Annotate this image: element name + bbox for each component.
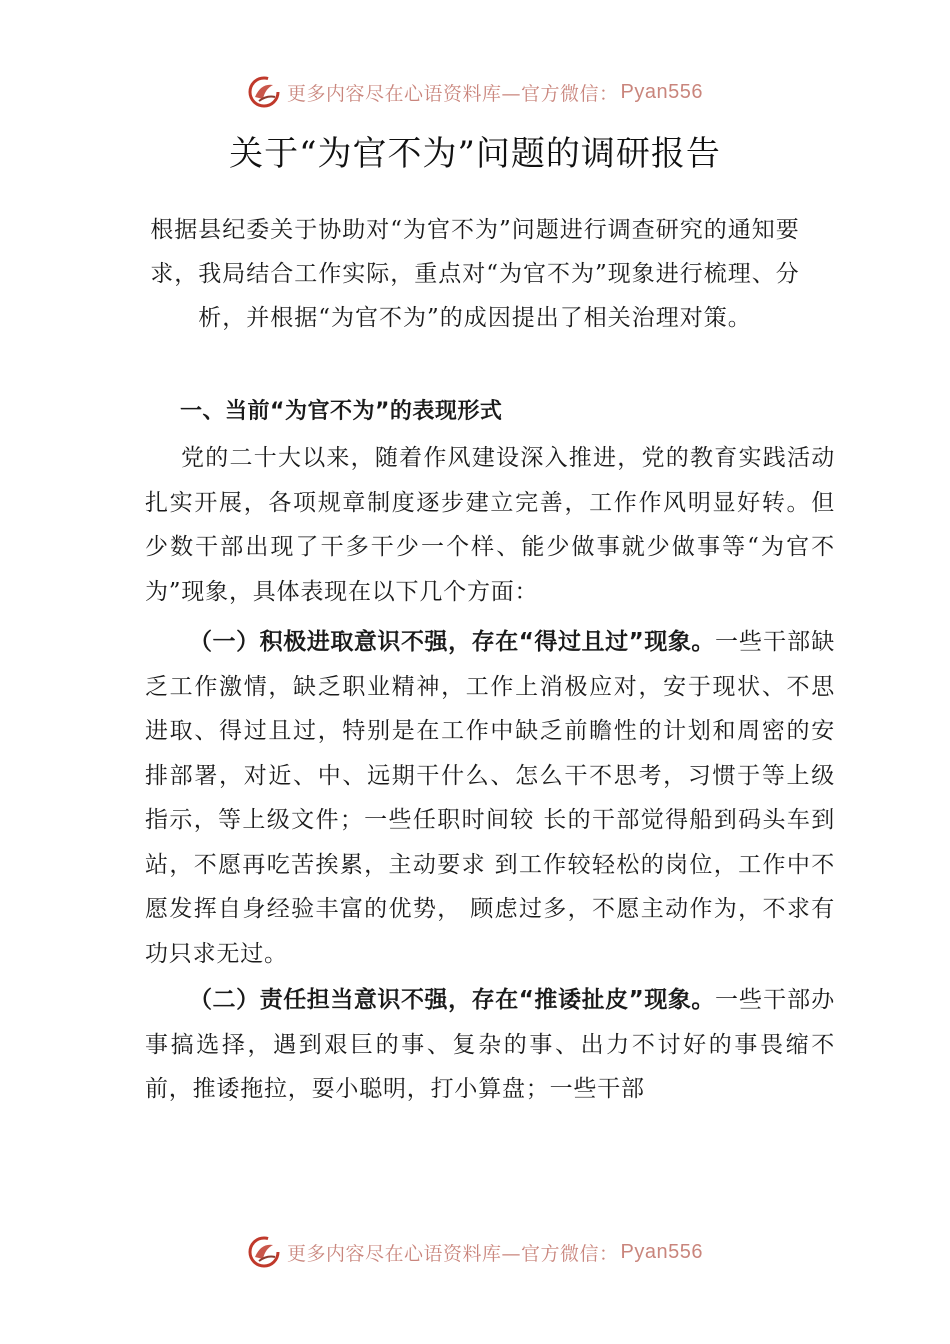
item-1-text: 一些干部缺乏工作激情，缺乏职业精神，工作上消极应对，安于现状、不思进取、得过且过，特别是在工作中缺乏前瞻性的计划和周密的安排部署，对近、中、远期干什么、怎么干不思考，习惯于等上级指示，等上级文件；一些任职时间较 长的干部觉得船到码头车到站，不愿再吃苦挨累，主动要求 到工作较轻松的岗位，工作中不愿发挥自身经验丰富的优势， 顾虑过多，不愿主动作为，不求有功只求无过。 <box>145 629 836 967</box>
section-heading: 一、当前“为官不为”的表现形式 <box>180 399 503 424</box>
section-intro-paragraph: 党的二十大以来，随着作风建设深入推进，党的教育实践活动扎实开展，各项规章制度逐步建立完善，工作作风明显好转。但少数干部出现了干多干少一个样、能少做事就少做事等“为官不为”现象，具体表现在以下几个方面： <box>145 445 835 605</box>
header-watermark <box>0 70 950 114</box>
item-1-heading: （一）积极进取意识不强，存在“得过且过”现象。 <box>189 629 715 655</box>
item-2-heading: （二）责任担当意识不强，存在“推诿扯皮”现象。 <box>189 987 715 1013</box>
page-title: 关于“为官不为”问题的调研报告 <box>229 134 721 174</box>
logo-icon <box>247 1235 281 1269</box>
watermark-wechat-id: Pyan556 <box>620 80 703 103</box>
item-2-text: 一些干部办事搞选择，遇到艰巨的事、复杂的事、出力不讨好的事畏缩不前，推诿拖拉，耍小聪明，打小算盘；一些干部 <box>145 987 836 1102</box>
watermark-text: 更多内容尽在心语资料库—官方微信： <box>287 82 619 105</box>
watermark-text: 更多内容尽在心语资料库—官方微信： <box>287 1242 619 1265</box>
lead-paragraph: 根据县纪委关于协助对“为官不为”问题进行调查研究的通知要求，我局结合工作实际，重点对“为官不为”现象进行梳理、分析，并根据“为官不为”的成因提出了相关治理对策。 <box>150 217 800 331</box>
footer-watermark <box>0 1230 950 1274</box>
item-2-paragraph <box>145 978 835 1112</box>
watermark-wechat-id: Pyan556 <box>620 1240 703 1263</box>
logo-icon <box>247 75 281 109</box>
item-1-paragraph <box>145 620 835 976</box>
